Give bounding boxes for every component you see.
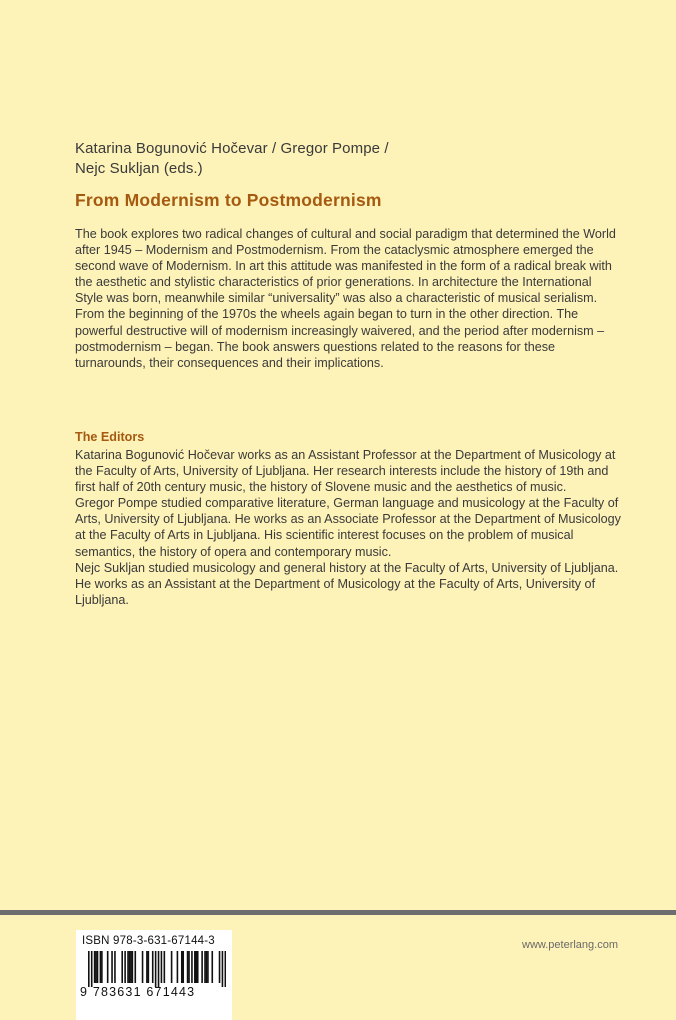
barcode-bar <box>204 951 206 983</box>
isbn-label: ISBN 978-3-631-67144-3 <box>82 935 215 947</box>
editors-heading: The Editors <box>75 430 145 444</box>
barcode-bar <box>191 951 193 983</box>
book-title: From Modernism to Postmodernism <box>75 190 382 210</box>
barcode-bar <box>95 951 97 983</box>
barcode-bar <box>207 951 209 983</box>
barcode-bar <box>130 951 132 983</box>
barcode-bar <box>101 951 103 983</box>
barcode-bar <box>201 951 203 983</box>
barcode-bar <box>181 951 183 983</box>
barcode-digits: 9 783631 671443 <box>80 985 196 999</box>
barcode-bar <box>197 951 199 983</box>
editor-bio-pompe: Gregor Pompe studied comparative literature, German language and musicology at the Faculty of Arts, University of Ljubljana. He works as an Associate Professor at the Department of Musicology at the Faculty of Arts in Ljubljana. His scientific interest focuses on the problem of musical semantics, the history of opera and contemporary music. <box>75 496 621 559</box>
barcode-bar <box>158 951 160 987</box>
barcode-bar <box>97 951 99 983</box>
barcode-bar <box>148 951 150 983</box>
barcode-bar <box>222 951 224 987</box>
barcode-bar <box>206 951 208 983</box>
book-description <box>75 226 623 371</box>
barcode-bar <box>114 951 116 983</box>
barcode-bar <box>100 951 102 983</box>
barcode-bar <box>194 951 196 983</box>
barcode-bar <box>94 951 96 983</box>
barcode-bar <box>127 951 129 983</box>
barcode-bar <box>134 951 136 983</box>
editor-bio-sukljan: Nejc Sukljan studied musicology and general history at the Faculty of Arts, University of Ljubljana. He works as an Assistant at the Department of Musicology at the Faculty of Arts, University of Ljubljana. <box>75 560 619 607</box>
barcode-bar <box>152 951 154 983</box>
barcode-bar <box>121 951 123 983</box>
barcode-bar <box>164 951 166 983</box>
barcode-bar <box>111 951 113 983</box>
barcode-bar <box>132 951 134 983</box>
barcode-bar <box>171 951 173 983</box>
barcode-bar <box>211 951 213 983</box>
barcode-bar <box>88 951 90 987</box>
barcode-bar <box>219 951 221 983</box>
barcode-bar <box>155 951 157 987</box>
barcode-bar <box>195 951 197 983</box>
barcode-bar <box>129 951 131 983</box>
barcode-bar <box>146 951 148 983</box>
editor-bio-bogunovic: Katarina Bogunović Hočevar works as an Assistant Professor at the Department of Musicology at the Faculty of Arts, University of Ljubljana. Her research interests include the history of 19th and first half of 20th century music, the history of Slovene music and the aesthetics of music. <box>75 448 616 495</box>
barcode-bar <box>161 951 163 983</box>
barcode-bar <box>177 951 179 983</box>
barcode-bar <box>225 951 226 987</box>
authors-line-2: Nejc Sukljan (eds.) <box>75 160 203 177</box>
barcode-bar <box>142 951 144 983</box>
authors-line-1: Katarina Bogunović Hočevar / Gregor Pompe / <box>75 140 389 157</box>
barcode-panel <box>76 930 232 1020</box>
barcode-bar <box>124 951 126 983</box>
barcode-bar <box>91 951 93 987</box>
bottom-divider <box>0 910 676 915</box>
barcode-image <box>88 951 226 987</box>
barcode-bar <box>107 951 109 983</box>
barcode-bar <box>187 951 189 983</box>
barcode-bar <box>188 951 190 983</box>
description-paragraph: From the beginning of the 1970s the wheels again began to turn in the other direction. The powerful destructive will of modernism increasingly waivered, and the period after modernism – postmodernism – began. The book answers questions related to the reasons for these turnarounds, their consequences and their implications. <box>75 307 605 370</box>
description-paragraph: The book explores two radical changes of cultural and social paradigm that determined the World after 1945 – Modernism and Postmodernism. From the cataclysmic atmosphere emerged the second wave of Modernism. In art this attitude was manifested in the form of a radical break with the aesthetic and stylistic characteristics of prior generations. In architecture the International Style was born, meanwhile similar “universality” was also a characteristic of musical serialism. <box>75 227 616 306</box>
editors-bios <box>75 447 625 608</box>
barcode-bar <box>182 951 184 983</box>
publisher-website: www.peterlang.com <box>522 939 618 951</box>
authors <box>75 139 389 179</box>
